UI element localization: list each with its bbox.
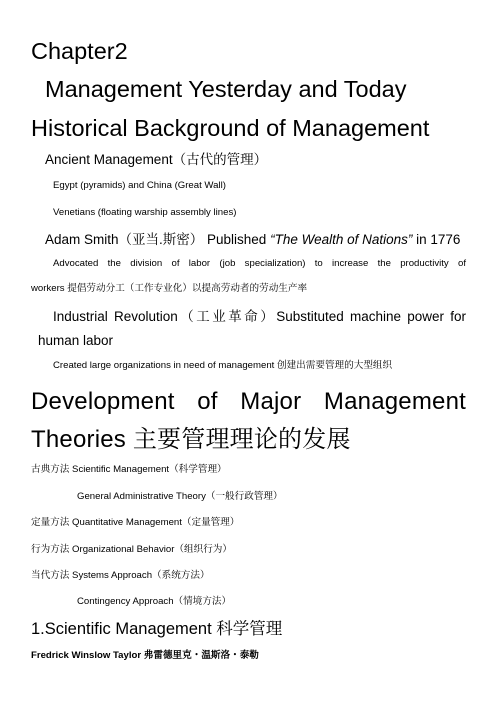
industrial-revolution-line2: human labor (38, 333, 114, 348)
ancient-heading: Ancient Management（古代的管理） (45, 152, 268, 167)
industrial-revolution-line1: Industrial Revolution（工业革命）Substituted machine power for (53, 309, 466, 324)
theory-general-administrative: General Administrative Theory（一般行政管理） (77, 491, 283, 502)
section-heading: Historical Background of Management (31, 115, 430, 141)
adam-smith-lead: Adam Smith（亚当.斯密） Published (45, 232, 271, 247)
chapter-subtitle: Management Yesterday and Today (45, 76, 407, 102)
theory-contingency: Contingency Approach（情境方法） (77, 596, 232, 607)
theory-quantitative: 定量方法 Quantitative Management（定量管理） (31, 517, 240, 528)
taylor-name: Fredrick Winslow Taylor 弗雷德里克・温斯洛・泰勒 (31, 650, 259, 661)
theories-heading-line2: Theories 主要管理理论的发展 (31, 426, 351, 453)
ancient-item-venetians: Venetians (floating warship assembly lines) (53, 207, 237, 218)
theories-heading-line1: Development of Major Management (31, 388, 466, 415)
industrial-detail: Created large organizations in need of management 创建出需要管理的大型组织 (53, 360, 393, 371)
theory-systems: 当代方法 Systems Approach（系统方法） (31, 570, 210, 581)
ancient-item-egypt: Egypt (pyramids) and China (Great Wall) (53, 180, 226, 191)
book-title: “The Wealth of Nations” (270, 232, 413, 247)
adam-smith-tail: in 1776 (412, 232, 461, 247)
theory-scientific: 古典方法 Scientific Management（科学管理） (31, 464, 227, 475)
theory-organizational-behavior: 行为方法 Organizational Behavior（组织行为） (31, 544, 232, 555)
chapter-title: Chapter2 (31, 38, 128, 64)
adam-smith-detail-line2: workers 提倡劳动分工（工作专业化）以提高劳动者的劳动生产率 (31, 283, 308, 294)
adam-smith-line (45, 230, 460, 250)
adam-smith-detail-line1: Advocated the division of labor (job specialization) to increase the productivity of (53, 258, 466, 269)
scientific-management-heading: 1.Scientific Management 科学管理 (31, 620, 283, 638)
